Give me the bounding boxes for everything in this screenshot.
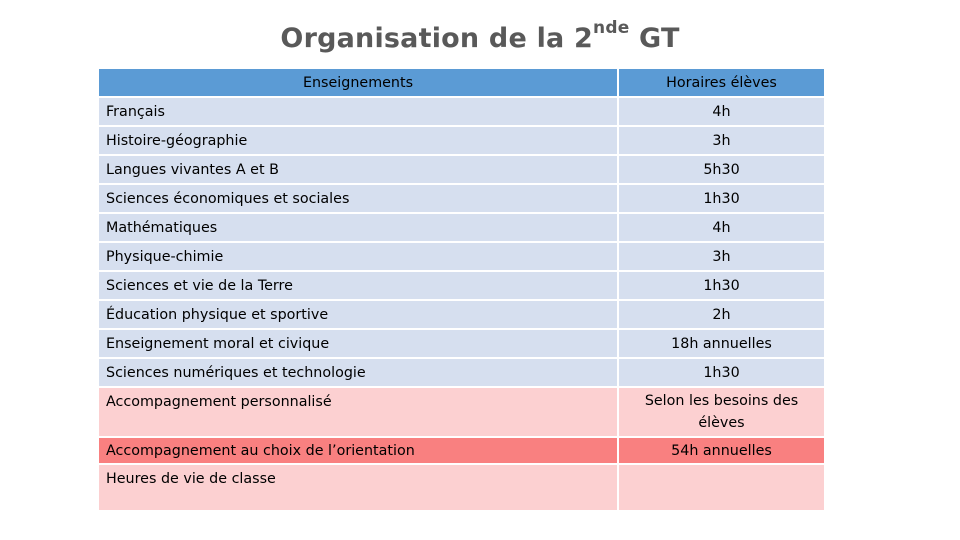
- subject-cell: Physique-chimie: [99, 243, 619, 272]
- subject-cell: Sciences et vie de la Terre: [99, 272, 619, 301]
- table-header-row: [99, 69, 824, 98]
- header-subjects: Enseignements: [99, 69, 619, 98]
- schedule-table: [99, 69, 824, 512]
- subject-cell: Français: [99, 98, 619, 127]
- table-row: [99, 185, 824, 214]
- header-hours: Horaires élèves: [619, 69, 824, 98]
- hours-cell: [619, 465, 824, 512]
- subject-cell: Enseignement moral et civique: [99, 330, 619, 359]
- subject-cell: Histoire-géographie: [99, 127, 619, 156]
- subject-cell: Mathématiques: [99, 214, 619, 243]
- title-superscript: nde: [593, 18, 630, 38]
- table-row: [99, 388, 824, 438]
- hours-cell: 4h: [619, 98, 824, 127]
- table-row: [99, 98, 824, 127]
- hours-cell: 3h: [619, 243, 824, 272]
- title-prefix: Organisation de la 2: [280, 23, 594, 54]
- hours-cell: Selon les besoins des élèves: [619, 388, 824, 438]
- title-suffix: GT: [629, 23, 680, 54]
- table-row: [99, 465, 824, 512]
- subject-cell: Sciences économiques et sociales: [99, 185, 619, 214]
- hours-cell: 3h: [619, 127, 824, 156]
- hours-cell: 5h30: [619, 156, 824, 185]
- table-row: [99, 438, 824, 465]
- subject-cell: Sciences numériques et technologie: [99, 359, 619, 388]
- table-row: [99, 156, 824, 185]
- subject-cell: Éducation physique et sportive: [99, 301, 619, 330]
- hours-cell: 18h annuelles: [619, 330, 824, 359]
- subject-cell: Accompagnement personnalisé: [99, 388, 619, 438]
- subject-cell: Accompagnement au choix de l’orientation: [99, 438, 619, 465]
- hours-cell: 1h30: [619, 272, 824, 301]
- table-row: [99, 214, 824, 243]
- hours-cell: 54h annuelles: [619, 438, 824, 465]
- table-row: [99, 359, 824, 388]
- subject-cell: Heures de vie de classe: [99, 465, 619, 512]
- subject-cell: Langues vivantes A et B: [99, 156, 619, 185]
- table-row: [99, 127, 824, 156]
- hours-cell: 1h30: [619, 359, 824, 388]
- table-row: [99, 330, 824, 359]
- hours-cell: 1h30: [619, 185, 824, 214]
- table-row: [99, 272, 824, 301]
- table-row: [99, 243, 824, 272]
- hours-cell: 4h: [619, 214, 824, 243]
- page-title: [0, 18, 960, 54]
- table-row: [99, 301, 824, 330]
- hours-cell: 2h: [619, 301, 824, 330]
